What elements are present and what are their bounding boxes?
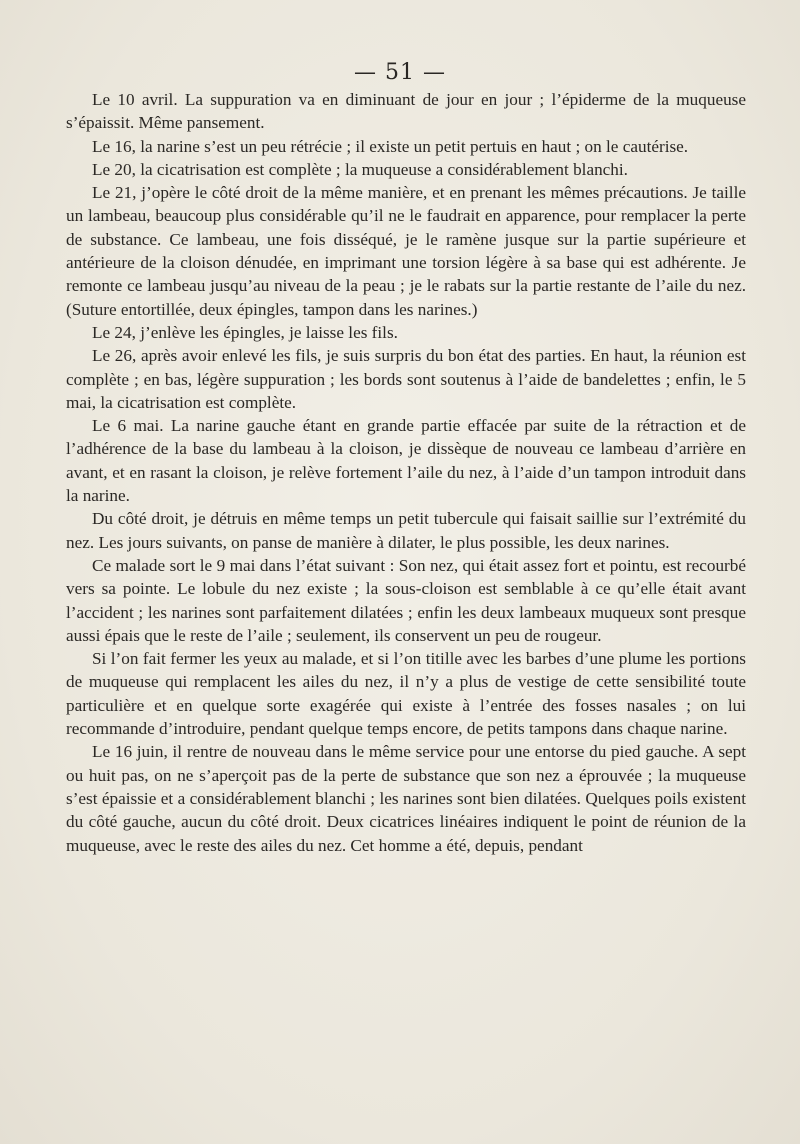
page-number: — 51 — bbox=[354, 60, 446, 85]
paragraph: Le 10 avril. La suppuration va en diminuant de jour en jour ; l’épiderme de la muqueuse s’épaissit. Même pansement. bbox=[66, 90, 746, 133]
paragraph: Le 24, j’enlève les épingles, je laisse les fils. bbox=[92, 322, 398, 342]
paragraph: Le 6 mai. La narine gauche étant en grande partie effacée par suite de la rétraction et de l’adhérence de la base du lambeau à la cloison, je dissèque de nouveau ce lambeau d’arrière en avant, et en rasant la cloison, je relève fortement l’aile du nez, à l’aide d’un tampon introduit dans la narine. bbox=[66, 416, 746, 506]
paragraph: Le 26, après avoir enlevé les fils, je suis surpris du bon état des parties. En haut, la réunion est complète ; en bas, légère suppuration ; les bords sont soutenus à l’aide de bandelettes ; enfin, le 5 mai, la cicatrisation est complète. bbox=[66, 346, 746, 412]
paragraph: Le 16 juin, il rentre de nouveau dans le même service pour une entorse du pied gauche. A sept ou huit pas, on ne s’aperçoit pas de la perte de substance que son nez a éprouvée ; la muqueuse s’est épaissie et a considérablement blanchi ; les narines sont bien dilatées. Quelques poils existent du côté gauche, aucun du côté droit. Deux cicatrices linéaires indiquent le point de réunion de la muqueuse, avec le reste des ailes du nez. Cet homme a été, depuis, pendant bbox=[66, 742, 746, 855]
body-text bbox=[66, 88, 746, 857]
paragraph: Si l’on fait fermer les yeux au malade, et si l’on titille avec les barbes d’une plume les portions de muqueuse qui remplacent les ailes du nez, il n’y a plus de vestige de cette sensibilité toute particulière et en quelque sorte exagérée qui existe à l’entrée des fosses nasales ; on lui recommande d’introduire, pendant quelque temps encore, de petits tampons dans chaque narine. bbox=[66, 649, 746, 739]
paragraph: Du côté droit, je détruis en même temps un petit tubercule qui faisait saillie sur l’extrémité du nez. Les jours suivants, on panse de manière à dilater, le plus possible, les deux narines. bbox=[66, 509, 746, 552]
paragraph: Ce malade sort le 9 mai dans l’état suivant : Son nez, qui était assez fort et pointu, est recourbé vers sa pointe. Le lobule du nez existe ; la sous-cloison est semblable à ce qu’elle était avant l’accident ; les narines sont parfaitement dilatées ; enfin les deux lambeaux muqueux sont presque aussi épais que le reste de l’aile ; seulement, ils conservent un peu de rougeur. bbox=[66, 555, 746, 645]
paragraph: Le 20, la cicatrisation est complète ; la muqueuse a considérablement blanchi. bbox=[92, 159, 628, 179]
paragraph: Le 16, la narine s’est un peu rétrécie ; il existe un petit pertuis en haut ; on le cautérise. bbox=[92, 136, 689, 156]
paragraph: Le 21, j’opère le côté droit de la même manière, et en prenant les mêmes précautions. Je taille un lambeau, beaucoup plus considérable qu’il ne le faudrait en apparence, pour remplacer la perte de substance. Ce lambeau, une fois disséqué, je le ramène jusque sur la partie supérieure et antérieure de la cloison dénudée, en imprimant une torsion légère à sa base qui est adhérente. Je remonte ce lambeau jusqu’au niveau de la peau ; je le rabats sur la partie restante de l’aile du nez. (Suture entortillée, deux épingles, tampon dans les narines.) bbox=[66, 183, 746, 319]
